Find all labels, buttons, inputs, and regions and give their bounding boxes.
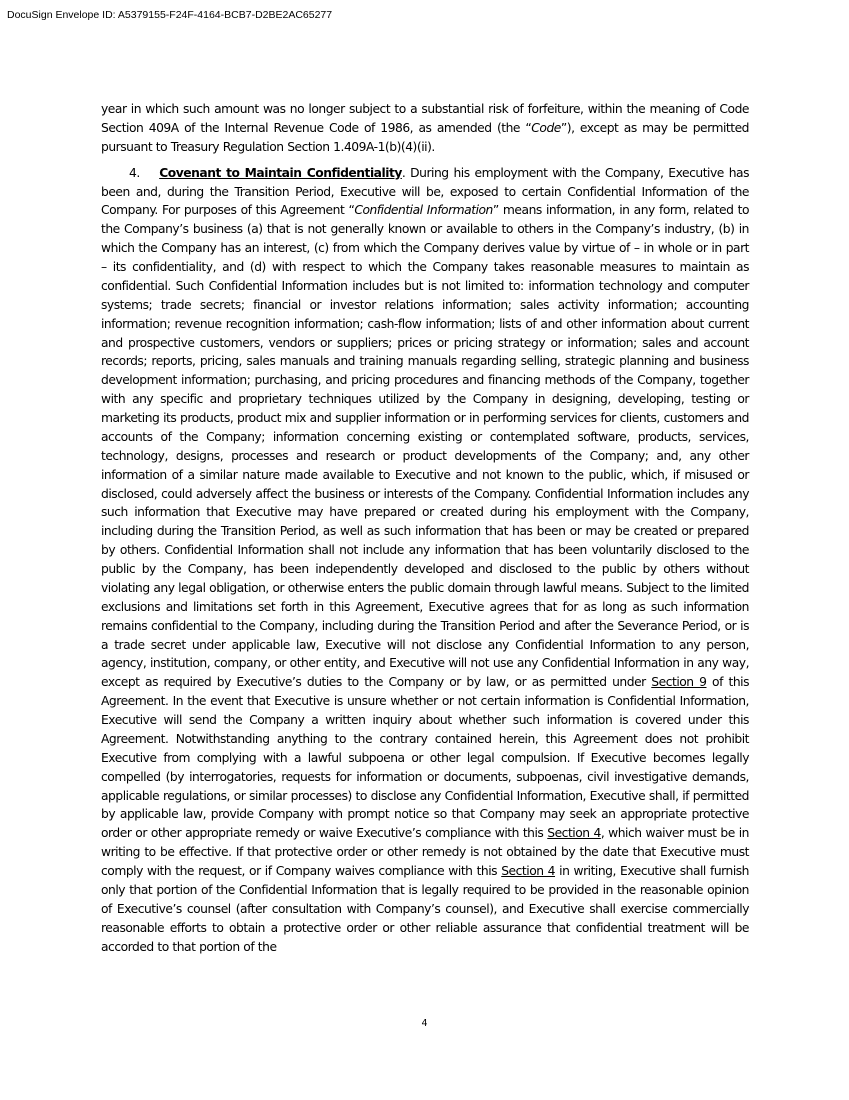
section-number: 4. [129, 165, 140, 180]
envelope-id: DocuSign Envelope ID: A5379155-F24F-4164-BCB7-D2BE2AC65277 [7, 9, 333, 21]
defined-term: Confidential Information [354, 203, 493, 218]
intro-text-after: ”), except as may be permitted pursuant to Treasury Regulation Section 1.409A-1(b)(4)(ii). [101, 120, 750, 154]
section-text-5: in writing, Executive shall furnish only that portion of the Confidential Information that is legally required to be provided in the reasonable opinion of Executive’s counsel (after consultation with Company’s counsel), and Executive shall exercise commercially reasonable efforts to obtain a protective order or other reliable assurance that confidential treatment will be accorded to that portion of the [101, 864, 749, 954]
section-9-reference: Section 9 [651, 675, 707, 690]
page-number: 4 [421, 1018, 428, 1029]
section-text-1: . During his employment with the Company, Executive has been and, during the Transition Period, Executive will be, exposed to certain Confidential Information of the Company. For purposes of this Agreement “ [101, 165, 750, 218]
section-4-reference: Section 4 [501, 864, 556, 878]
section-text-3: of this Agreement. In the event that Executive is unsure whether or not certain information is Confidential Information, Executive will send the Company a written inquiry about whether such information is covered under this Agreement. Notwithstanding anything to the contrary contained herein, this Agreement does not prohibit Executive from complying with a lawful subpoena or other legal compulsion. If Executive becomes legally compelled (by interrogatories, requests for information or documents, subpoenas, civil investigative demands, applicable regulations, or similar processes) to disclose any Confidential Information, Executive shall, if permitted by applicable law, provide Company with prompt notice so that Company may seek an appropriate protective order or other appropriate remedy or waive Executive’s compliance with this [101, 675, 749, 841]
section-text-4: , which waiver must be in writing to be effective. If that protective order or other remedy is not obtained by the date that Executive must comply with the request, or if Company waives compliance with this [101, 826, 749, 878]
section-4-paragraph [101, 164, 749, 957]
intro-paragraph [101, 100, 749, 157]
section-text-2: ” means information, in any form, related to the Company’s business (a) that is not generally known or available to others in the Company’s industry, (b) in which the Company has an interest, (c) from which the Company derives value by virtue of – in whole or in part – its confidentiality, and (d) with respect to which the Company takes reasonable measures to maintain as confidential. Such Confidential Information includes but is not limited to: information technology and computer systems; trade secrets; financial or investor relations information; sales activity information; accounting information; revenue recognition information; cash-flow information; lists of and other information about current and prospective customers, vendors or suppliers; prices or pricing strategy or information; sales and account records; reports, pricing, sales manuals and training manuals regarding selling, strategic planning and business development information; purchasing, and pricing procedures and financing methods of the Company, together with any specific and proprietary techniques utilized by the Company in designing, developing, testing or marketing its products, product mix and supplier information or in performing services for clients, customers and accounts of the Company; information concerning existing or contemplated software, products, services, technology, designs, processes and research or product developments of the Company; and, any other information of a similar nature made available to Executive and not known to the public, which, if misused or disclosed, could adversely affect the business or interests of the Company. Confidential Information includes any such information that Executive may have prepared or created during his employment with the Company, including during the Transition Period, as well as such information that has been or may be created or prepared by others. Confidential Information shall not include any information that has been voluntarily disclosed to the public by the Company, has been independently developed and disclosed to the public by others without violating any legal obligation, or otherwise enters the public domain through lawful means. Subject to the limited exclusions and limitations set forth in this Agreement, Executive agrees that for as long as such information remains confidential to the Company, including during the Transition Period and after the Severance Period, or is a trade secret under applicable law, Executive will not disclose any Confidential Information to any person, agency, institution, company, or other entity, and Executive will not use any Confidential Information in any way, except as required by Executive’s duties to the Company or by law, or as permitted under [101, 203, 749, 690]
intro-defined-term: Code [531, 120, 561, 135]
section-4-reference: Section 4 [547, 826, 601, 841]
intro-text-before: year in which such amount was no longer subject to a substantial risk of forfeiture, within the meaning of Code Section 409A of the Internal Revenue Code of 1986, as amended (the “ [101, 102, 749, 135]
document-body [101, 100, 749, 956]
section-heading: Covenant to Maintain Confidentiality [159, 165, 402, 180]
